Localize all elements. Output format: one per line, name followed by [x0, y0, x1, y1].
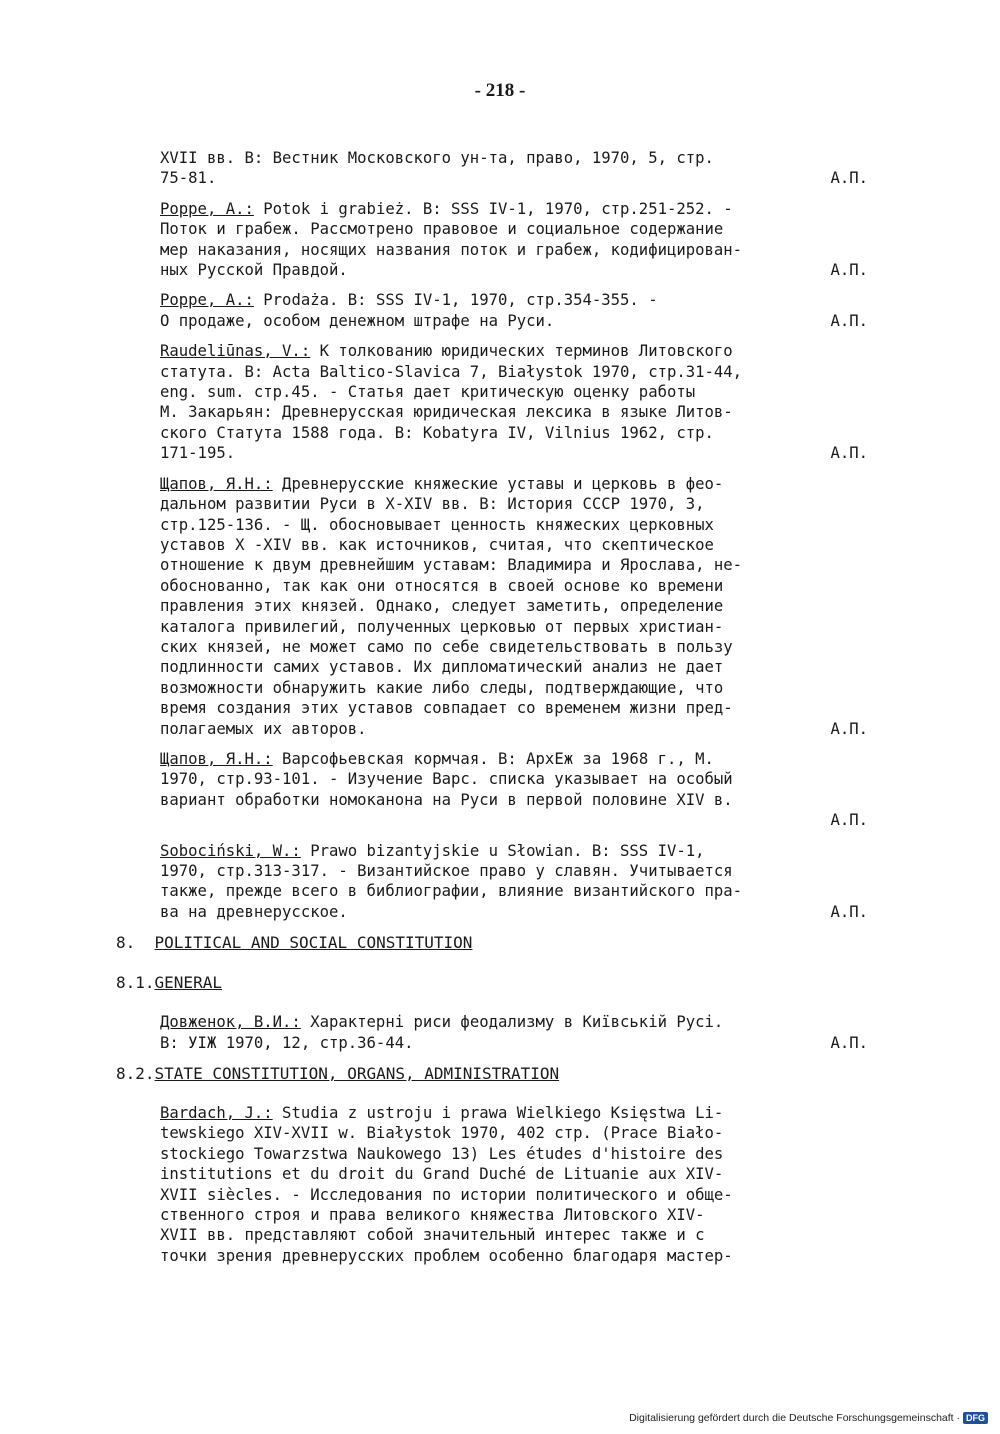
page-content [116, 148, 896, 1276]
entry-line [160, 861, 892, 881]
entry-text: уставов X -XIV вв. как источников, считая, что скептическое [160, 535, 714, 554]
entry-text: 1970, стр.93-101. - Изучение Варс. списка указывает на особый [160, 770, 733, 789]
entry-line [160, 769, 892, 789]
entry-text: institutions et du droit du Grand Duché de Lituanie aux XIV- [160, 1165, 724, 1184]
entry-line [160, 382, 892, 402]
entry-text: точки зрения древнерусских проблем особенно благодаря мастер- [160, 1246, 733, 1265]
section-number: 8.1. [116, 973, 155, 993]
section-heading-8-2 [116, 1063, 896, 1085]
section-title: STATE CONSTITUTION, ORGANS, ADMINISTRATION [154, 1064, 560, 1084]
entry-author: Щапов, Я.Н.: [160, 474, 273, 493]
entry-line [160, 678, 892, 698]
entry-text: вариант обработки номоканона на Руси в первой половине XIV в. [160, 790, 733, 809]
entry-text: Studia z ustroju i prawa Wielkiego Księstwa Li- [272, 1104, 724, 1123]
bibliography-entry [160, 290, 892, 331]
entry-text: Варсофьевская кормчая. В: АрхЕж за 1968 г., М. [272, 749, 714, 768]
entry-text: каталога привилегий, полученных церковью от первых христиан- [160, 617, 724, 636]
reviewer-initials: А.П. [830, 1033, 868, 1052]
entry-text: К толкованию юридических терминов Литовского [310, 342, 733, 361]
entry-line [160, 260, 892, 280]
entry-text: обоснованно, так как они относятся в своей основе ко времени [160, 576, 724, 595]
entry-line [160, 341, 892, 361]
entry-line [160, 1185, 892, 1205]
entry-line [160, 657, 892, 677]
entry-text: мер наказания, носящих названия поток и грабеж, кодифицирован- [160, 240, 743, 259]
entry-line [160, 698, 892, 718]
entry-text: ственного строя и права великого княжества Литовского XIV- [160, 1206, 705, 1225]
entry-author: Poppe, A.: [160, 291, 254, 310]
entry-line [160, 199, 892, 219]
entry-line [160, 474, 892, 494]
bibliography-entry [160, 341, 892, 463]
entry-text: также, прежде всего в библиографии, влияние византийского пра- [160, 882, 743, 901]
entry-text: tewskiego XIV-XVII w. Białystok 1970, 402 стр. (Prace Biało- [160, 1124, 724, 1143]
entry-text: правления этих князей. Однако, следует заметить, определение [160, 597, 724, 616]
entry-line [160, 362, 892, 382]
section-number: 8.2. [116, 1064, 155, 1084]
bibliography-entry [160, 148, 892, 189]
entry-text: 75-81. [160, 169, 217, 188]
entry-text: stockiego Towarzstwa Naukowego 13) Les études d'histoire des [160, 1144, 724, 1163]
footer-text: Digitalisierung gefördert durch die Deutsche Forschungsgemeinschaft · [629, 1412, 960, 1424]
digitization-footer [629, 1412, 988, 1424]
entry-text: возможности обнаружить какие либо следы, подтверждающие, что [160, 678, 724, 697]
bibliography-block-c [116, 1103, 896, 1266]
entry-text: статута. В: Acta Baltico-Slavica 7, Białystok 1970, стр.31-44, [160, 362, 743, 381]
bibliography-entry [160, 841, 892, 923]
page-number: - 218 - [474, 80, 526, 101]
entry-text: XVII вв. В: Вестник Московского ун-та, право, 1970, 5, стр. [160, 149, 714, 167]
section-title: GENERAL [154, 973, 222, 993]
reviewer-initials: А.П. [830, 719, 868, 738]
section-heading-8 [116, 932, 896, 954]
reviewer-initials: А.П. [830, 444, 868, 463]
entry-author: Poppe, A.: [160, 199, 254, 218]
entry-text: Prawo bizantyjskie u Słowian. B: SSS IV-1, [300, 841, 705, 860]
entry-text: ских князей, не может само по себе свидетельствовать в пользу [160, 637, 733, 656]
bibliography-entry [160, 474, 892, 739]
entry-text: Древнерусские княжеские уставы и церковь в фео- [272, 474, 724, 493]
entry-text: ва на древнерусское. [160, 902, 348, 921]
entry-line [160, 841, 892, 861]
entry-line [160, 494, 892, 514]
entry-line [160, 168, 892, 188]
entry-line [160, 555, 892, 575]
entry-line [160, 749, 892, 769]
entry-author: Довженок, В.И.: [160, 1013, 301, 1032]
bibliography-block-a [116, 148, 896, 922]
bibliography-entry [160, 1103, 892, 1266]
entry-line [160, 1012, 892, 1032]
entry-line [160, 576, 892, 596]
entry-author: Sobociński, W.: [160, 841, 301, 860]
entry-text: XVII siècles. - Исследования по истории политического и обще- [160, 1185, 733, 1204]
entry-text: Potok i grabież. B: SSS IV-1, 1970, стр.251-252. - [253, 199, 733, 218]
entry-line [160, 1164, 892, 1184]
section-heading-8-1 [116, 972, 896, 994]
entry-line [160, 1033, 892, 1053]
entry-line [160, 423, 892, 443]
entry-text: подлинности самих уставов. Их дипломатический анализ не дает [160, 658, 724, 677]
entry-line [160, 443, 892, 463]
reviewer-initials: А.П. [830, 811, 868, 830]
entry-line [160, 596, 892, 616]
entry-line [160, 719, 892, 739]
section-number: 8. [116, 933, 155, 953]
entry-line [160, 1205, 892, 1225]
entry-line [160, 790, 892, 810]
bibliography-entry [160, 1012, 892, 1053]
entry-text: В: УІЖ 1970, 12, стр.36-44. [160, 1033, 414, 1052]
entry-line [160, 1103, 892, 1123]
entry-line [160, 148, 892, 168]
entry-text: ных Русской Правдой. [160, 261, 348, 280]
reviewer-initials: А.П. [830, 902, 868, 921]
entry-author: Щапов, Я.Н.: [160, 749, 273, 768]
entry-text: время создания этих уставов совпадает со временем жизни пред- [160, 699, 733, 718]
entry-text: 171-195. [160, 444, 236, 463]
entry-line [160, 637, 892, 657]
entry-text: О продаже, особом денежном штрафе на Руси. [160, 311, 555, 330]
entry-author: Bardach, J.: [160, 1104, 273, 1123]
entry-line [160, 810, 892, 830]
entry-line [160, 402, 892, 422]
dfg-logo-icon: DFG [963, 1412, 988, 1424]
entry-line [160, 881, 892, 901]
entry-text: Prodaża. B: SSS IV-1, 1970, стр.354-355. - [253, 291, 658, 310]
entry-text: стр.125-136. - Щ. обосновывает ценность княжеских церковных [160, 515, 714, 534]
entry-text: XVII вв. представляют собой значительный интерес также и с [160, 1226, 705, 1245]
entry-text: полагаемых их авторов. [160, 719, 367, 738]
reviewer-initials: А.П. [830, 169, 868, 188]
entry-text: отношение к двум древнейшим уставам: Владимира и Ярослава, не- [160, 556, 743, 575]
reviewer-initials: А.П. [830, 261, 868, 280]
section-title: POLITICAL AND SOCIAL CONSTITUTION [154, 933, 473, 953]
entry-text: 1970, стр.313-317. - Византийское право у славян. Учитывается [160, 862, 733, 880]
entry-author: Raudeliūnas, V.: [160, 342, 311, 361]
bibliography-entry [160, 199, 892, 281]
entry-text: дальном развитии Руси в X-XIV вв. В: История СССР 1970, 3, [160, 495, 705, 514]
entry-text: Характерні риси феодализму в Київській Русі. [300, 1013, 724, 1032]
entry-line [160, 1246, 892, 1266]
entry-line [160, 219, 892, 239]
bibliography-entry [160, 749, 892, 831]
entry-line [160, 1123, 892, 1143]
entry-text: eng. sum. стр.45. - Статья дает критическую оценку работы [160, 383, 696, 402]
entry-line [160, 1225, 892, 1245]
entry-text: Поток и грабеж. Рассмотрено правовое и социальное содержание [160, 220, 724, 239]
entry-line [160, 1144, 892, 1164]
reviewer-initials: А.П. [830, 311, 868, 330]
bibliography-block-b [116, 1012, 896, 1053]
entry-line [160, 902, 892, 922]
entry-text: ского Статута 1588 года. В: Kobatyra IV, Vilnius 1962, стр. [160, 423, 714, 442]
entry-line [160, 290, 892, 310]
entry-text: М. Закарьян: Древнерусская юридическая лексика в языке Литов- [160, 403, 733, 422]
entry-line [160, 535, 892, 555]
entry-line [160, 515, 892, 535]
entry-line [160, 311, 892, 331]
entry-line [160, 240, 892, 260]
entry-line [160, 617, 892, 637]
